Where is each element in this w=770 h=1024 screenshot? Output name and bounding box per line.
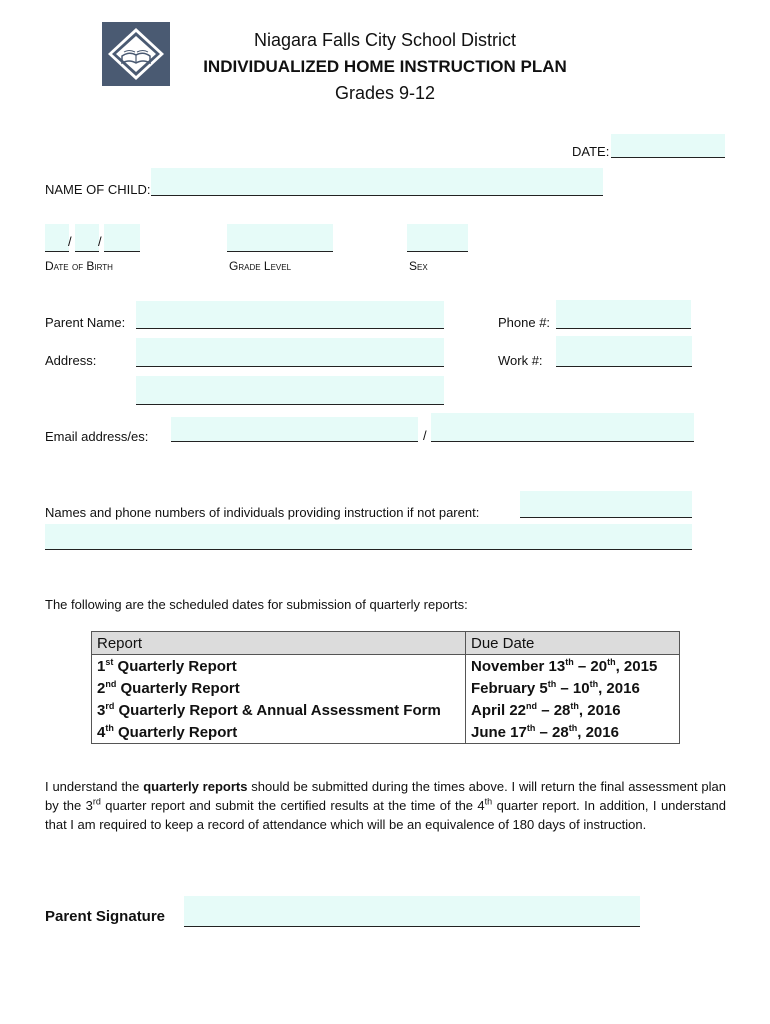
date-field[interactable] <box>611 134 725 158</box>
instructors-label: Names and phone numbers of individuals providing instruction if not parent: <box>45 505 480 520</box>
work-phone-label: Work #: <box>498 353 543 368</box>
address-label: Address: <box>45 353 97 368</box>
instructors-field-2[interactable] <box>45 524 692 550</box>
name-of-child-label: NAME OF CHILD: <box>45 182 151 197</box>
table-header-row <box>92 632 680 655</box>
instructors-field[interactable] <box>520 491 692 518</box>
reports-intro: The following are the scheduled dates for submission of quarterly reports: <box>45 597 468 612</box>
dob-separator: / <box>68 234 72 249</box>
table-row <box>92 699 680 721</box>
dob-separator: / <box>98 234 102 249</box>
phone-label: Phone #: <box>498 315 551 330</box>
reports-table <box>91 631 680 744</box>
parent-signature-field[interactable] <box>184 896 640 927</box>
date-of-birth-label: Date of Birth <box>45 259 113 273</box>
report-column-header: Report <box>92 632 466 655</box>
name-of-child-field[interactable] <box>151 168 603 196</box>
phone-field[interactable] <box>556 300 691 329</box>
sex-field[interactable] <box>407 224 468 252</box>
email-label: Email address/es: <box>45 429 149 444</box>
due-date-cell: June 17th – 28th, 2016 <box>466 721 680 744</box>
due-date-column-header: Due Date <box>466 632 680 655</box>
report-cell: 2nd Quarterly Report <box>92 677 466 699</box>
grade-level-label: Grade Level <box>229 259 292 273</box>
table-row <box>92 721 680 744</box>
due-date-cell: February 5th – 10th, 2016 <box>466 677 680 699</box>
due-date-cell: April 22nd – 28th, 2016 <box>466 699 680 721</box>
report-cell: 3rd Quarterly Report & Annual Assessment Form <box>92 699 466 721</box>
plan-title: INDIVIDUALIZED HOME INSTRUCTION PLAN <box>203 57 567 76</box>
dob-day-field[interactable] <box>75 224 99 252</box>
email-field-1[interactable] <box>171 417 418 442</box>
due-date-cell: November 13th – 20th, 2015 <box>466 655 680 678</box>
grade-level-field[interactable] <box>227 224 333 252</box>
email-separator: / <box>423 428 427 443</box>
email-field-2[interactable] <box>431 413 694 442</box>
report-cell: 4th Quarterly Report <box>92 721 466 744</box>
table-row <box>92 655 680 678</box>
grades-subtitle: Grades 9-12 <box>334 83 436 103</box>
sex-label: Sex <box>409 259 428 273</box>
dob-year-field[interactable] <box>104 224 140 252</box>
parent-name-label: Parent Name: <box>45 315 126 330</box>
parent-signature-label: Parent Signature <box>45 908 166 925</box>
address-line2-field[interactable] <box>136 376 444 405</box>
attestation-paragraph: I understand the quarterly reports should be submitted during the times above. I will return the final assessment plan by the 3rd quarter report and submit the certified results at the time of the 4th quarter report. In addition, I understand that I am required to keep a record of attendance which will be an equivalence of 180 days of instruction. <box>45 779 726 832</box>
address-line1-field[interactable] <box>136 338 444 367</box>
date-label: DATE: <box>572 144 610 159</box>
district-name: Niagara Falls City School District <box>253 30 517 50</box>
table-row <box>92 677 680 699</box>
work-phone-field[interactable] <box>556 336 692 367</box>
report-cell: 1st Quarterly Report <box>92 655 466 678</box>
dob-month-field[interactable] <box>45 224 69 252</box>
parent-name-field[interactable] <box>136 301 444 329</box>
